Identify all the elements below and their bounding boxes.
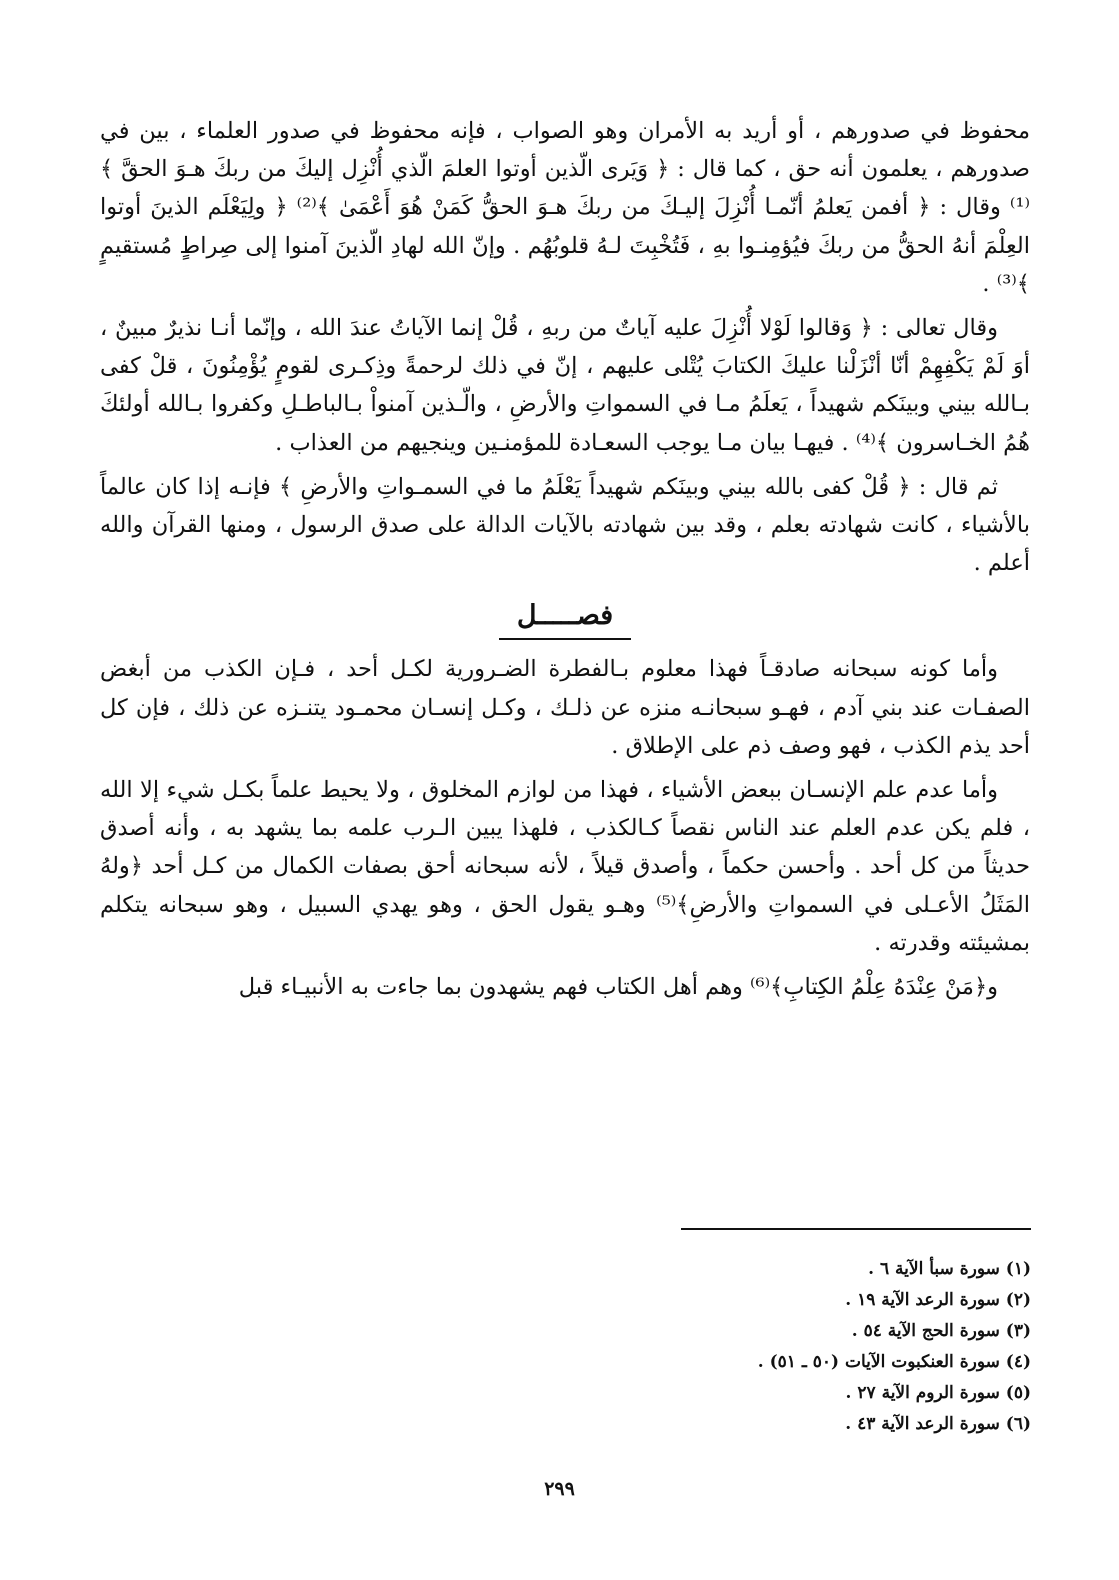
paragraph-3: ثم قال : ﴿ قُلْ كفى بالله بيني وبينَكم شهيداً يَعْلَمُ ما في السمـواتِ والأرضِ ﴾ فإنـه إذا كان عالماً بالأشياء ، كانت شهادته بعلم ، وقد بين شهادته بالآيات الدالة على صدق الرسول ، ومنها القرآن والله أعلم . xyxy=(100,473,1030,577)
footnote-1: (١) سورة سبأ الآية ٦ . xyxy=(868,1259,1031,1279)
paragraph-2: وقال تعالى : ﴿ وَقالوا لَوْلا أُنْزِلَ عليه آياتٌ من ربهِ ، قُلْ إنما الآياتُ عندَ الله ، وإنّما أنـا نذيرٌ مبينٌ ، أوَ لَمْ يَكْفِهِمْ أنّا أنْزَلْنا عليكَ الكتابَ يُتْلى عليهم ، إنّ في ذلك لرحمةً وذِكـرى لقومٍ يُؤْمِنُونَ ، قلْ كفى بـالله بيني وبينَكم شهيداً ، يَعلَمُ مـا في السمواتِ والأرضِ ، والّـذين آمنواْ بـالباطـلِ وكفروا بـالله أولئكَ هُمُ الخـاسرون ﴾⁽⁴⁾ . فيهـا بيان مـا يوجب السعـادة للمؤمنـين وينجيهم من العذاب . xyxy=(100,315,1030,456)
footnote-3: (٣) سورة الحج الآية ٥٤ . xyxy=(851,1321,1031,1341)
paragraph-5: وأما عدم علم الإنسـان ببعض الأشياء ، فهذا من لوازم المخلوق ، ولا يحيط علماً بكـل شيء إلا الله ، فلم يكن عدم العلم عند الناس نقصاً كـالكذب ، فلهذا يبين الـرب علمه بما يشهد به ، وأنه أصدق حديثاً من كل أحد . وأحسن حكماً ، وأصدق قيلاً ، لأنه سبحانه أحق بصفات الكمال من كـل أحد ﴿ولهُ المَثَلُ الأعـلى في السمواتِ والأرضِ﴾⁽⁵⁾ وهـو يقول الحق ، وهو يهدي السبيل ، وهو سبحانه يتكلم بمشيئته وقدرته . xyxy=(100,777,1030,956)
page-number: ٢٩٩ xyxy=(544,1478,575,1500)
footnote-5: (٥) سورة الروم الآية ٢٧ . xyxy=(845,1383,1031,1403)
footnotes xyxy=(431,1254,1031,1440)
footnote-4: (٤) سورة العنكبوت الآيات (٥٠ ـ ٥١) . xyxy=(757,1352,1031,1372)
footnote-separator xyxy=(681,1228,1031,1230)
paragraph-1: محفوظ في صدورهم ، أو أريد به الأمران وهو الصواب ، فإنه محفوظ في صدور العلماء ، بين في صدورهم ، يعلمون أنه حق ، كما قال : ﴿ وَيَرى الّذين أوتوا العلمَ الّذي أُنْزِل إليكَ من ربكَ هـوَ الحقَّ ﴾⁽¹⁾ وقال : ﴿ أفمن يَعلمُ أنّمـا أُنْزِلَ إليـكَ من ربكَ هـوَ الحقُّ كَمَنْ هُوَ أَعْمَىٰ ﴾⁽²⁾ ﴿ ولِيَعْلَم الذينَ أوتوا العِلْمَ أنهُ الحقُّ من ربكَ فيُؤمِنـوا بهِ ، فَتُخْبِتَ لـهُ قلوبُهُم . وإنّ الله لهادِ الّذينَ آمنوا إلى صِراطٍ مُستقيمٍ ﴾⁽³⁾ . xyxy=(100,118,1030,297)
footnote-6: (٦) سورة الرعد الآية ٤٣ . xyxy=(845,1414,1031,1434)
paragraph-4: وأما كونه سبحانه صادقـاً فهذا معلوم بـالفطرة الضـرورية لكـل أحد ، فـإن الكذب من أبغض الصفـات عند بني آدم ، فهـو سبحانـه منزه عن ذلـك ، وكـل إنسـان محمـود يتنـزه عن ذلك ، فإن كل أحد يذم الكذب ، فهو وصف ذم على الإطلاق . xyxy=(100,656,1030,759)
section-heading xyxy=(100,596,1030,640)
page-body xyxy=(100,112,1030,1012)
paragraph-6: و﴿مَنْ عِنْدَهُ عِلْمُ الكِتابِ﴾⁽⁶⁾ وهم أهل الكتاب فهم يشهدون بما جاءت به الأنبيـاء قبل xyxy=(238,974,998,1001)
section-heading-text: فصـــــل xyxy=(499,596,631,640)
footnote-2: (٢) سورة الرعد الآية ١٩ . xyxy=(845,1290,1031,1310)
